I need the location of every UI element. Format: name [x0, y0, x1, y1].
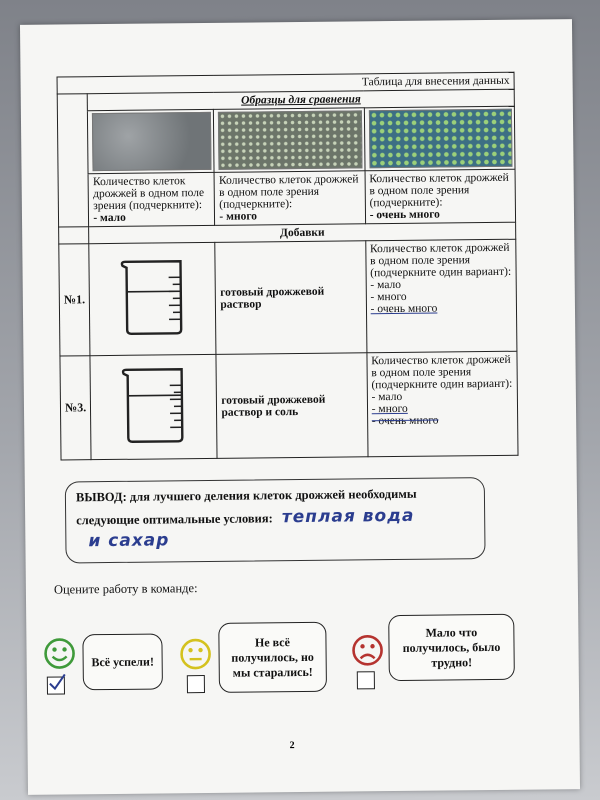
- bubble-difficult: Мало что получилось, было трудно!: [388, 614, 515, 681]
- row-number-2: №3.: [60, 356, 91, 460]
- conclusion-box: [65, 477, 486, 563]
- microscope-image-few-cells: [92, 112, 212, 171]
- sample-cell-1: Количество клеток дрожжей в одном поле зрения (подчеркните): - мало: [88, 172, 215, 226]
- sample-image-cell-3: [364, 106, 515, 171]
- checkmark-icon: [48, 673, 66, 691]
- bubble-all-done: Всё успели!: [82, 633, 163, 690]
- samples-header: Образцы для сравнения: [88, 89, 515, 110]
- checkbox-tried[interactable]: [187, 675, 205, 693]
- microscope-image-very-many-cells: [369, 109, 513, 168]
- conclusion-line-1: ВЫВОД: для лучшего деления клеток дрожжей необходимы: [75, 486, 417, 505]
- sample-image-cell-1: [88, 109, 215, 173]
- evaluation-title: Оцените работу в команде:: [53, 581, 198, 597]
- crossed-option: - очень много: [371, 414, 439, 428]
- row-options-cell-2: Количество клеток дрожжей в одном поле зрения (подчеркните один вариант): - мало - много - очень много: [367, 351, 518, 457]
- handwritten-answer-2: и сахар: [88, 530, 170, 552]
- happy-face-icon: [42, 636, 76, 670]
- checkbox-all-done[interactable]: [47, 676, 65, 694]
- neutral-face-icon: [178, 637, 212, 671]
- additives-header: Добавки: [89, 222, 516, 243]
- conclusion-label: ВЫВОД:: [75, 489, 127, 505]
- handwritten-answer-1: теплая вода: [281, 505, 415, 528]
- beaker-icon: [117, 365, 190, 446]
- row-description-2: готовый дрожжевой раствор и соль: [216, 353, 367, 459]
- microscope-image-many-cells: [218, 110, 362, 169]
- beaker-cell-2: [90, 354, 217, 459]
- sample-image-cell-2: [214, 108, 365, 173]
- underlined-option: - очень много: [370, 302, 438, 316]
- data-table: [57, 72, 519, 461]
- row-description-1: готовый дрожжевой раствор: [215, 241, 366, 355]
- checkbox-difficult[interactable]: [357, 671, 375, 689]
- conclusion-line-2: следующие оптимальные условия: теплая вода: [76, 505, 415, 528]
- table-caption: Таблица для внесения данных: [57, 72, 514, 94]
- worksheet-page: [20, 19, 580, 795]
- row-options-cell-1: Количество клеток дрожжей в одном поле зрения (подчеркните один вариант): - мало - много - очень много: [365, 239, 516, 353]
- beaker-icon: [116, 257, 189, 338]
- row-number-1: №1.: [59, 244, 90, 356]
- beaker-cell-1: [89, 242, 216, 355]
- page-number: 2: [289, 740, 295, 752]
- sample-cell-3: Количество клеток дрожжей в одном поле зрения (подчеркните): - очень много: [365, 169, 516, 224]
- sad-face-icon: [350, 633, 384, 667]
- bubble-tried: Не всё получилось, но мы старались!: [218, 622, 327, 693]
- sample-cell-2: Количество клеток дрожжей в одном поле зрения (подчеркните): - много: [214, 171, 365, 226]
- underlined-option: - много: [371, 402, 408, 416]
